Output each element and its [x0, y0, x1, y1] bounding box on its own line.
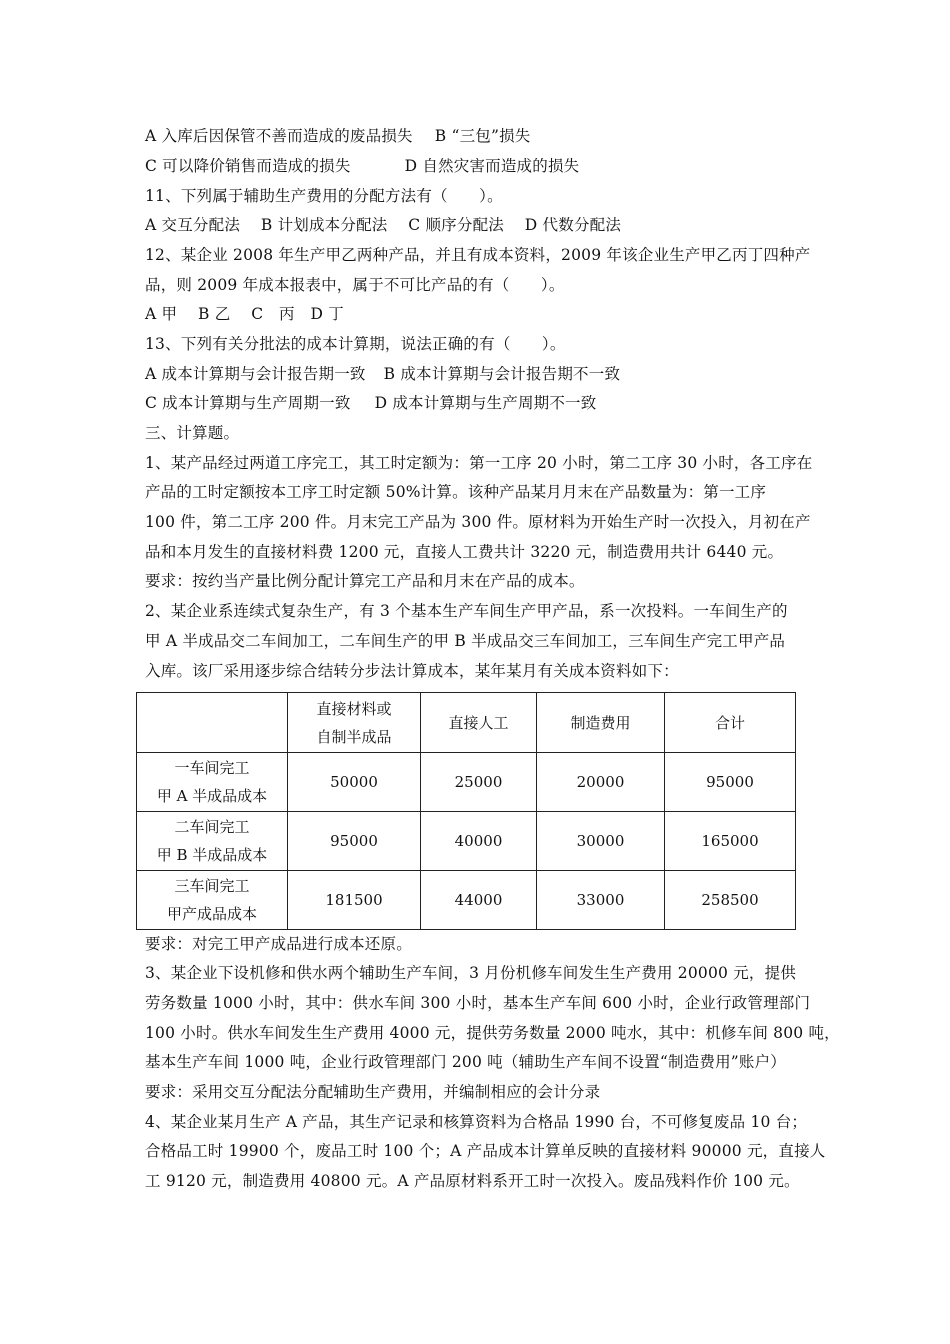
question-13-options-line2: [145, 393, 815, 413]
problem-3-line2: 劳务数量 1000 小时，其中：供水车间 300 小时，基本生产车间 600 小时，企业行政管理部门: [145, 994, 811, 1012]
problem-2-requirement: 要求：对完工甲产成品进行成本还原。: [145, 935, 412, 953]
cost-table: [136, 692, 796, 930]
row-label: 二车间完工 甲 B 半成品成本: [137, 812, 288, 871]
problem-2-line1: 2、某企业系连续式复杂生产，有 3 个基本生产车间生产甲产品，系一次投料。一车间生产的: [145, 602, 788, 620]
cell-labor: 40000: [421, 812, 537, 871]
problem-1-line3: 100 件，第二工序 200 件。月末完工产品为 300 件。原材料为开始生产时一次投入，月初在产: [145, 513, 811, 531]
cell-overhead: 30000: [537, 812, 665, 871]
table-header-labor: 直接人工: [421, 693, 537, 753]
table-header-overhead: 制造费用: [537, 693, 665, 753]
question-12-options: A 甲 B 乙 C 丙 D 丁: [145, 305, 344, 323]
cell-total: 95000: [665, 753, 796, 812]
problem-3-line3: 100 小时。供水车间发生生产费用 4000 元，提供劳务数量 2000 吨水，其中：机修车间 800 吨，: [145, 1024, 840, 1042]
cell-materials: 181500: [288, 871, 421, 930]
table-row: [137, 753, 796, 812]
option-b: B “三包”损失: [434, 127, 531, 145]
cell-total: 165000: [665, 812, 796, 871]
problem-4-line3: 工 9120 元，制造费用 40800 元。A 产品原材料系开工时一次投入。废品残料作价 100 元。: [145, 1172, 800, 1190]
section-heading: 三、计算题。: [145, 424, 240, 442]
problem-2-line2: 甲 A 半成品交二车间加工，二车间生产的甲 B 半成品交三车间加工，三车间生产完工甲产品: [145, 632, 786, 650]
question-11-options: A 交互分配法 B 计划成本分配法 C 顺序分配法 D 代数分配法: [145, 216, 622, 234]
option-d: D 成本计算期与生产周期不一致: [374, 394, 597, 412]
problem-2-line3: 入库。该厂采用逐步综合结转分步法计算成本，某年某月有关成本资料如下：: [145, 662, 679, 680]
question-13: 13、下列有关分批法的成本计算期，说法正确的有（ ）。: [145, 335, 566, 353]
problem-1-line1: 1、某产品经过两道工序完工，其工时定额为：第一工序 20 小时，第二工序 30 小时，各工序在: [145, 454, 813, 472]
problem-3-line1: 3、某企业下设机修和供水两个辅助生产车间，3 月份机修车间发生生产费用 20000 元，提供: [145, 964, 797, 982]
cell-overhead: 20000: [537, 753, 665, 812]
row-label: 一车间完工 甲 A 半成品成本: [137, 753, 288, 812]
question-12-line1: 12、某企业 2008 年生产甲乙两种产品，并且有成本资料，2009 年该企业生产甲乙丙丁四种产: [145, 246, 811, 264]
question-11: 11、下列属于辅助生产费用的分配方法有（ ）。: [145, 187, 503, 205]
option-b: B 成本计算期与会计报告期不一致: [383, 365, 621, 383]
question-12-line2: 品，则 2009 年成本报表中，属于不可比产品的有（ ）。: [145, 276, 565, 294]
option-line: [145, 156, 815, 176]
option-c: C 成本计算期与生产周期一致: [145, 394, 351, 412]
table-header-total: 合计: [665, 693, 796, 753]
table-header-row: [137, 693, 796, 753]
table-header-blank: [137, 693, 288, 753]
problem-4-line2: 合格品工时 19900 个，废品工时 100 个；A 产品成本计算单反映的直接材料 90000 元，直接人: [145, 1142, 826, 1160]
option-line: [145, 126, 815, 146]
cell-materials: 95000: [288, 812, 421, 871]
option-c: C 可以降价销售而造成的损失: [145, 157, 351, 175]
question-13-options-line1: [145, 364, 815, 384]
problem-1-requirement: 要求：按约当产量比例分配计算完工产品和月末在产品的成本。: [145, 572, 585, 590]
table-header-materials: 直接材料或 自制半成品: [288, 693, 421, 753]
problem-4-line1: 4、某企业某月生产 A 产品，其生产记录和核算资料为合格品 1990 台，不可修复废品 10 台；: [145, 1113, 808, 1131]
cell-total: 258500: [665, 871, 796, 930]
cell-labor: 44000: [421, 871, 537, 930]
cell-overhead: 33000: [537, 871, 665, 930]
cell-labor: 25000: [421, 753, 537, 812]
problem-3-requirement: 要求：采用交互分配法分配辅助生产费用，并编制相应的会计分录: [145, 1083, 601, 1101]
row-label: 三车间完工 甲产成品成本: [137, 871, 288, 930]
problem-3-line4: 基本生产车间 1000 吨，企业行政管理部门 200 吨（辅助生产车间不设置“制造费用”账户）: [145, 1053, 786, 1071]
problem-1-line4: 品和本月发生的直接材料费 1200 元，直接人工费共计 3220 元，制造费用共计 6440 元。: [145, 543, 784, 561]
option-d: D 自然灾害而造成的损失: [404, 157, 580, 175]
table-row: [137, 812, 796, 871]
table-row: [137, 871, 796, 930]
problem-1-line2: 产品的工时定额按本工序工时定额 50%计算。该种产品某月月末在产品数量为：第一工序: [145, 483, 767, 501]
option-a: A 成本计算期与会计报告期一致: [145, 365, 366, 383]
option-a: A 入库后因保管不善而造成的废品损失: [145, 127, 413, 145]
cell-materials: 50000: [288, 753, 421, 812]
